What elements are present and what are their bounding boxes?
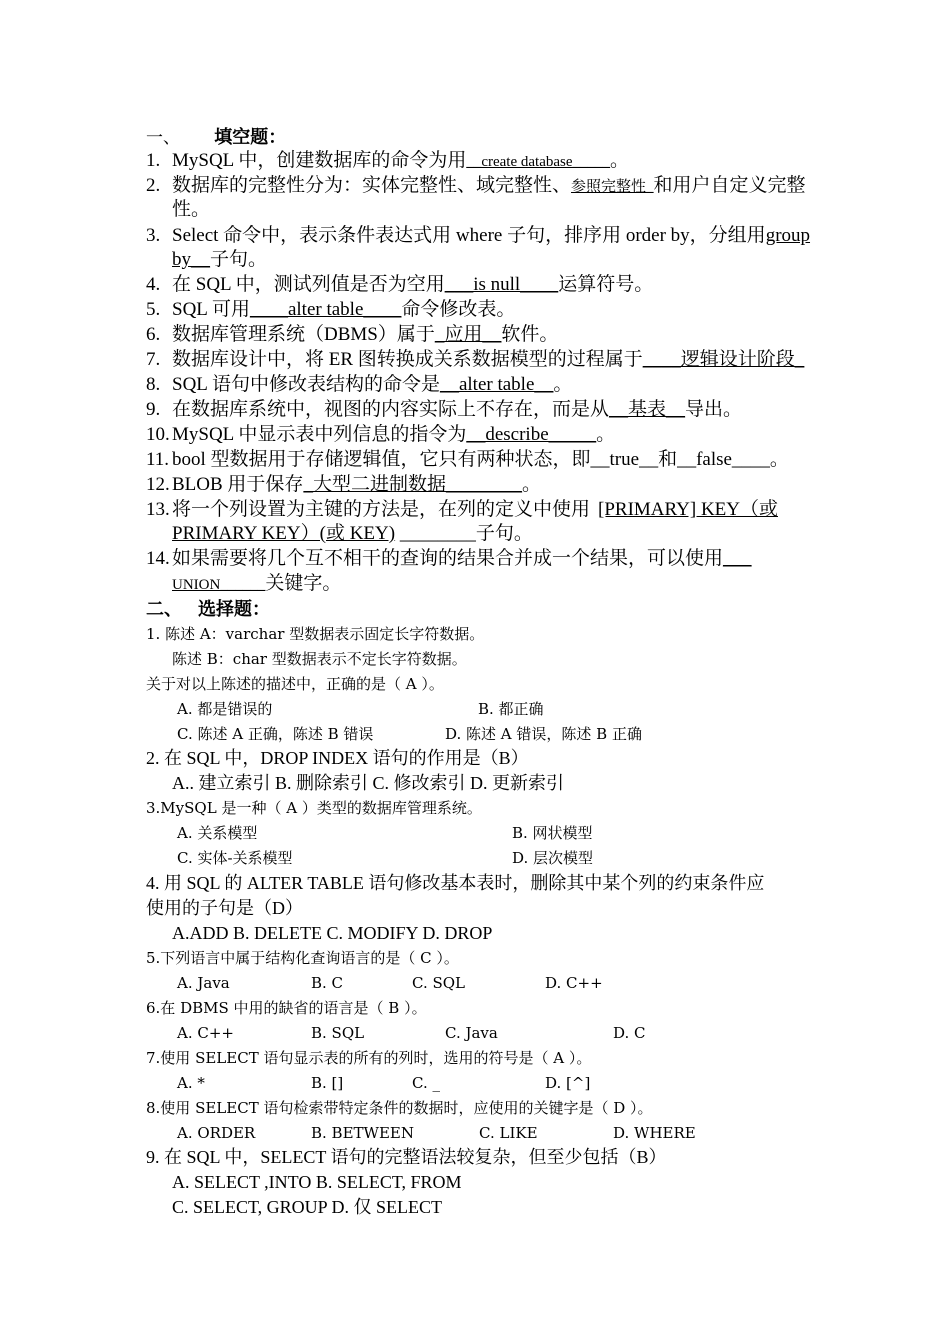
answer: by__ [172, 249, 210, 270]
fill-question-10: 10. MySQL 中显示表中列信息的指令为__describe_____。 [146, 424, 616, 445]
choice-question-4-options: A.ADD B. DELETE C. MODIFY D. DROP [172, 923, 493, 943]
choice-question-9-options-1: A. SELECT ,INTO B. SELECT, FROM [172, 1172, 462, 1192]
section-number: 一、 [146, 128, 180, 147]
choice-question-6: 6.在 DBMS 中用的缺省的语言是（ B ）。 [146, 999, 427, 1017]
section-title: 选择题： [198, 599, 270, 619]
choice-question-7: 7.使用 SELECT 语句显示表的所有的列时，选用的符号是（ A ）。 [146, 1049, 592, 1067]
choice-question-2: 2. 在 SQL 中，DROP INDEX 语句的作用是（B） [146, 748, 529, 768]
option-a: A. Java [177, 974, 230, 992]
option-c: C. _ [412, 1074, 440, 1092]
question-number: 1. [146, 150, 161, 171]
question-text: MySQL 中，创建数据库的命令为用 [172, 150, 467, 171]
question-text: SQL 可用 [172, 299, 250, 320]
question-number: 3. [146, 225, 161, 246]
answer: __alter table__ [439, 374, 554, 395]
section-1-heading [146, 126, 286, 149]
answer: UNION______ [172, 577, 266, 593]
choice-question-3: 3.MySQL 是一种（ A ）类型的数据库管理系统。 [146, 799, 482, 817]
answer: _大型二进制数据________ [303, 474, 522, 495]
option-d: D. C [613, 1024, 646, 1042]
answer: ____alter table____ [249, 299, 402, 320]
option-b: B. SQL [311, 1024, 365, 1042]
option-c: C. LIKE [479, 1124, 538, 1142]
choice-question-1-prompt: 关于对以上陈述的描述中，正确的是（ A ）。 [146, 675, 444, 693]
answer: _应用__ [434, 324, 502, 345]
answer: ___is null____ [444, 274, 559, 295]
question-text: Select 命令中，表示条件表达式用 where 子句，排序用 order by，分组用 [172, 225, 766, 246]
answer: __create database_____ [466, 154, 611, 170]
option-c: C. SQL [412, 974, 466, 992]
question-number: 5. [146, 299, 161, 320]
fill-question-14 [146, 548, 752, 570]
fill-question-2-cont: 性。 [172, 199, 211, 220]
option-d: D. WHERE [613, 1124, 696, 1142]
choice-question-2-options: A.. 建立索引 B. 删除索引 C. 修改索引 D. 更新索引 [172, 773, 565, 793]
choice-question-1: 1. 陈述 A：varchar 型数据表示固定长字符数据。 [146, 625, 485, 643]
question-number: 11. [146, 449, 170, 470]
section-2-heading [146, 598, 270, 620]
answer: 参照完整性_ [571, 179, 654, 195]
option-a: A. C++ [177, 1024, 234, 1042]
question-text: MySQL 中显示表中列信息的指令为 [172, 424, 467, 445]
fill-question-7 [146, 349, 804, 371]
question-number: 6. [146, 324, 161, 345]
question-text: 数据库设计中，将 ER 图转换成关系数据模型的过程属于 [172, 349, 643, 370]
answer: [PRIMARY] KEY（或 [598, 499, 778, 520]
choice-question-5: 5.下列语言中属于结构化查询语言的是（ C ）。 [146, 949, 459, 967]
question-number: 10. [146, 424, 170, 445]
choice-question-4: 4. 用 SQL 的 ALTER TABLE 语句修改基本表时，删除其中某个列的约束条件应 [146, 873, 765, 893]
option-c: C. Java [445, 1024, 498, 1042]
option-c: C. 陈述 A 正确，陈述 B 错误 [177, 725, 374, 743]
question-text: SQL 语句中修改表结构的命令是 [172, 374, 440, 395]
fill-question-9: 9. 在数据库系统中，视图的内容实际上不存在，而是从__基表__导出。 [146, 399, 743, 420]
answer: PRIMARY KEY）(或 KEY) [172, 523, 396, 544]
question-number: 14. [146, 548, 170, 569]
fill-question-2: 2. 数据库的完整性分为：实体完整性、域完整性、参照完整性_和用户自定义完整 [146, 175, 806, 196]
fill-question-5: 5. SQL 可用____alter table____命令修改表。 [146, 299, 516, 320]
fill-question-14-cont: UNION______关键字。 [172, 573, 342, 594]
question-number: 9. [146, 399, 161, 420]
question-number: 4. [146, 274, 161, 295]
question-text: 在 SQL 中，测试列值是否为空用 [172, 274, 445, 295]
fill-question-3-cont: by__子句。 [172, 249, 268, 270]
option-d: D. 层次模型 [512, 849, 594, 867]
question-text: 数据库的完整性分为：实体完整性、域完整性、 [172, 175, 572, 196]
question-text: 如果需要将几个互不相干的查询的结果合并成一个结果，可以使用 [172, 548, 724, 569]
fill-question-3 [146, 225, 810, 247]
fill-question-12: 12. BLOB 用于保存_大型二进制数据________。 [146, 474, 541, 495]
choice-question-1-statement-b: 陈述 B：char 型数据表示不定长字符数据。 [172, 650, 467, 668]
question-text: 在数据库系统中，视图的内容实际上不存在，而是从 [172, 399, 610, 420]
fill-question-6: 6. 数据库管理系统（DBMS）属于_应用__软件。 [146, 324, 559, 345]
question-text: 将一个列设置为主键的方法是，在列的定义中使用 [172, 499, 591, 520]
option-a: A. 关系模型 [177, 824, 258, 842]
option-b: B. 都正确 [478, 700, 544, 718]
choice-question-9-options-2: C. SELECT, GROUP D. 仅 SELECT [172, 1197, 443, 1217]
answer: __基表__ [609, 399, 686, 420]
option-a: A. ORDER [177, 1124, 256, 1142]
choice-question-4-cont: 使用的子句是（D） [146, 898, 303, 918]
option-b: B. C [311, 974, 344, 992]
question-text: BLOB 用于保存 [172, 474, 304, 495]
option-c: C. 实体-关系模型 [177, 849, 293, 867]
answer: group [765, 225, 811, 246]
option-d: D. [^] [545, 1074, 591, 1092]
fill-question-4: 4. 在 SQL 中，测试列值是否为空用___is null____运算符号。 [146, 274, 654, 295]
question-number: 12. [146, 474, 170, 495]
question-number: 13. [146, 499, 170, 520]
option-b: B. [] [311, 1074, 344, 1092]
fill-question-1: 1. MySQL 中，创建数据库的命令为用__create database_____。 [146, 150, 630, 171]
question-number: 8. [146, 374, 161, 395]
question-number: 7. [146, 349, 161, 370]
choice-question-9: 9. 在 SQL 中，SELECT 语句的完整语法较复杂，但至少包括（B） [146, 1147, 667, 1167]
fill-question-13 [146, 499, 778, 521]
option-b: B. BETWEEN [311, 1124, 414, 1142]
answer: ____逻辑设计阶段_ [642, 349, 805, 370]
section-number: 二、 [146, 599, 182, 619]
section-title: 填空题： [214, 127, 287, 147]
answer: ___ [723, 548, 752, 569]
option-a: A. * [177, 1074, 205, 1092]
question-text: 数据库管理系统（DBMS）属于 [172, 324, 435, 345]
fill-question-13-cont: PRIMARY KEY）(或 KEY) ________子句。 [172, 523, 533, 544]
fill-question-8: 8. SQL 语句中修改表结构的命令是__alter table__。 [146, 374, 573, 395]
option-d: D. C++ [545, 974, 603, 992]
question-number: 2. [146, 175, 161, 196]
choice-question-8: 8.使用 SELECT 语句检索带特定条件的数据时，应使用的关键字是（ D ）。 [146, 1099, 653, 1117]
question-text: bool 型数据用于存储逻辑值，它只有两种状态，即__true__和__false____。 [172, 449, 789, 470]
option-a: A. 都是错误的 [177, 700, 273, 718]
answer: __describe_____ [466, 424, 597, 445]
option-d: D. 陈述 A 错误，陈述 B 正确 [445, 725, 642, 743]
fill-question-11 [146, 449, 789, 471]
option-b: B. 网状模型 [512, 824, 593, 842]
